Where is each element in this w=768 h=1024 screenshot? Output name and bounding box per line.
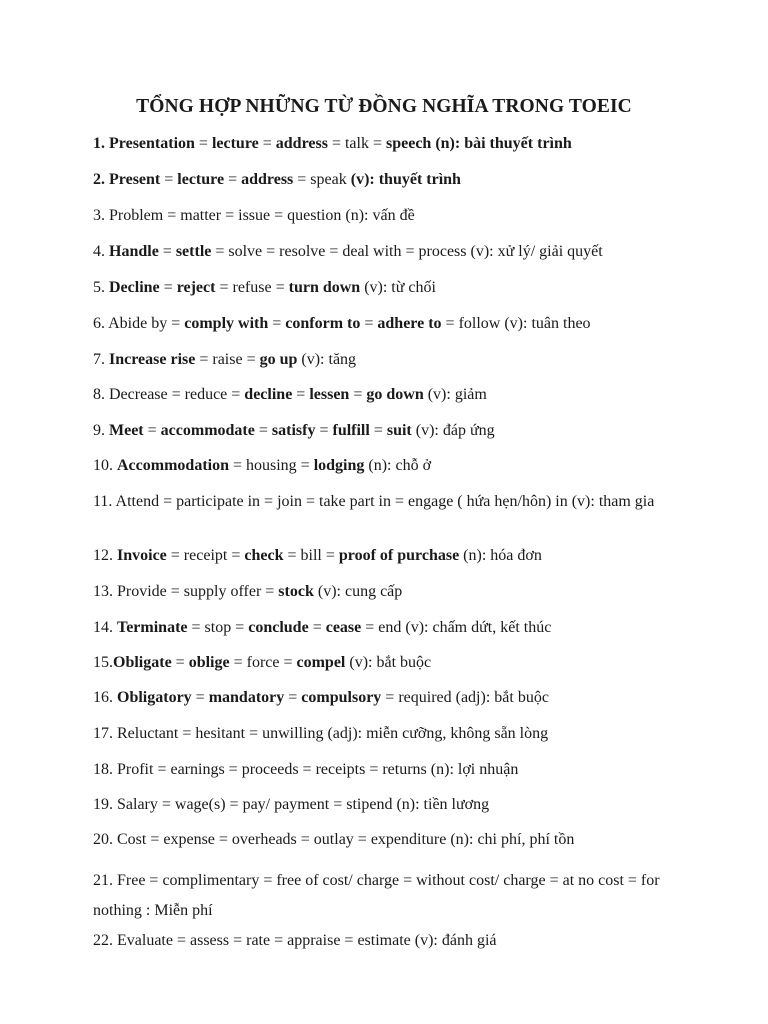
entry-text: (v): tăng: [297, 351, 357, 368]
synonym-entry: [93, 830, 753, 850]
synonym-entry: [93, 688, 753, 708]
entry-text: = end (v): chấm dứt, kết thúc: [361, 619, 552, 636]
bold-term: satisfy: [271, 422, 316, 439]
entry-text: 5.: [93, 279, 109, 296]
bold-term: compulsory: [301, 689, 382, 706]
bold-term: Increase rise: [109, 351, 196, 368]
bold-term: address: [241, 171, 294, 188]
synonym-entry: [93, 866, 673, 926]
bold-term: adhere to: [377, 315, 442, 332]
entry-text: =: [349, 386, 367, 403]
bold-term: Handle: [109, 243, 159, 260]
bold-term: 1. Presentation: [93, 135, 195, 152]
bold-term: conform to: [285, 315, 361, 332]
synonym-entry: [93, 582, 753, 602]
bold-term: conclude: [248, 619, 309, 636]
bold-term: cease: [325, 619, 362, 636]
entry-text: 3. Problem = matter = issue = question (n): vấn đề: [93, 207, 415, 224]
entry-text: = follow (v): tuân theo: [441, 315, 591, 332]
entry-text: 4.: [93, 243, 109, 260]
bold-term: lodging: [313, 457, 365, 474]
entry-text: =: [315, 422, 333, 439]
bold-term: Invoice: [117, 547, 167, 564]
bold-term: stock: [278, 583, 314, 600]
bold-term: settle: [175, 243, 212, 260]
entry-text: 12.: [93, 547, 117, 564]
bold-term: Accommodation: [117, 457, 229, 474]
entry-text: =: [191, 689, 209, 706]
entry-text: 18. Profit = earnings = proceeds = receipts = returns (n): lợi nhuận: [93, 761, 519, 778]
bold-term: check: [244, 547, 284, 564]
synonym-entry: [93, 760, 753, 780]
synonym-entry: [93, 170, 753, 190]
synonym-entry: [93, 653, 753, 673]
bold-term: lecture: [177, 171, 225, 188]
entry-text: 13. Provide = supply offer =: [93, 583, 279, 600]
entry-text: =: [224, 171, 242, 188]
synonym-entry: [93, 385, 753, 405]
entry-text: 8. Decrease = reduce =: [93, 386, 245, 403]
synonym-entry: [93, 350, 753, 370]
bold-term: lecture: [211, 135, 259, 152]
entry-text: =: [143, 422, 161, 439]
synonym-entry: [93, 492, 700, 512]
entry-text: = force =: [229, 654, 297, 671]
synonym-entry: [93, 456, 753, 476]
synonym-entry: [93, 278, 753, 298]
entry-text: =: [308, 619, 326, 636]
entry-text: 14.: [93, 619, 117, 636]
synonym-entry: [93, 314, 753, 334]
bold-term: (v): thuyết trình: [350, 171, 461, 188]
synonym-entry: [93, 724, 753, 744]
bold-term: accommodate: [160, 422, 255, 439]
entry-text: 19. Salary = wage(s) = pay/ payment = stipend (n): tiền lương: [93, 796, 490, 813]
bold-term: comply with: [184, 315, 269, 332]
entry-text: (n): chỗ ở: [364, 457, 432, 474]
bold-term: compel: [296, 654, 346, 671]
entry-text: =: [292, 386, 310, 403]
entry-text: (v): bắt buộc: [345, 654, 432, 671]
entry-text: = housing =: [228, 457, 314, 474]
entry-text: (n): hóa đơn: [459, 547, 542, 564]
entry-text: =: [258, 135, 276, 152]
bold-term: Obligatory: [117, 689, 192, 706]
entry-text: =: [284, 689, 302, 706]
bold-term: decline: [244, 386, 293, 403]
entry-text: =: [369, 422, 387, 439]
bold-term: Obligate: [113, 654, 172, 671]
synonym-entry: [93, 242, 753, 262]
entry-text: = stop =: [187, 619, 249, 636]
bold-term: Meet: [109, 422, 144, 439]
entry-text: 16.: [93, 689, 117, 706]
entry-text: 21. Free = complimentary = free of cost/ charge = without cost/ charge = at no cost = for nothing : Miễn phí: [93, 872, 660, 919]
entry-text: 11. Attend = participate in = join = take part in = engage ( hứa hẹn/hôn) in (v): tham gia: [93, 493, 655, 510]
entry-text: =: [254, 422, 272, 439]
entry-text: = talk =: [327, 135, 386, 152]
synonym-entry: [93, 931, 753, 951]
bold-term: lessen: [309, 386, 350, 403]
entry-text: 22. Evaluate = assess = rate = appraise = estimate (v): đánh giá: [93, 932, 497, 949]
synonym-entry: [93, 618, 753, 638]
entry-text: =: [159, 279, 177, 296]
entry-text: =: [360, 315, 378, 332]
bold-term: go up: [259, 351, 298, 368]
entry-text: =: [268, 315, 286, 332]
entry-text: (v): cung cấp: [313, 583, 403, 600]
entry-text: 17. Reluctant = hesitant = unwilling (adj): miễn cưỡng, không sẵn lòng: [93, 725, 549, 742]
entry-text: (v): đáp ứng: [411, 422, 495, 439]
entry-text: = required (adj): bắt buộc: [381, 689, 549, 706]
entry-text: 9.: [93, 422, 109, 439]
entry-text: = refuse =: [215, 279, 289, 296]
entry-text: =: [171, 654, 189, 671]
entry-text: =: [194, 135, 212, 152]
bold-term: reject: [176, 279, 216, 296]
page-title: TỔNG HỢP NHỮNG TỪ ĐỒNG NGHĨA TRONG TOEIC: [136, 96, 632, 117]
bold-term: turn down: [288, 279, 361, 296]
entry-text: = receipt =: [166, 547, 245, 564]
entry-text: = speak: [293, 171, 351, 188]
entry-text: 15.: [93, 654, 113, 671]
entry-text: (v): giảm: [423, 386, 487, 403]
bold-term: go down: [366, 386, 424, 403]
entry-text: 7.: [93, 351, 109, 368]
bold-term: speech (n): bài thuyết trình: [386, 135, 572, 152]
entry-text: = bill =: [283, 547, 339, 564]
entry-text: 20. Cost = expense = overheads = outlay = expenditure (n): chi phí, phí tồn: [93, 831, 575, 848]
bold-term: Decline: [109, 279, 160, 296]
entry-text: 10.: [93, 457, 117, 474]
bold-term: oblige: [188, 654, 230, 671]
bold-term: Terminate: [117, 619, 188, 636]
synonym-entry: [93, 421, 753, 441]
synonym-entry: [93, 134, 753, 154]
bold-term: suit: [386, 422, 412, 439]
bold-term: mandatory: [208, 689, 285, 706]
bold-term: address: [275, 135, 328, 152]
synonym-entry: [93, 546, 753, 566]
entry-text: = raise =: [195, 351, 260, 368]
synonym-entry: [93, 795, 753, 815]
entry-text: 6. Abide by =: [93, 315, 185, 332]
bold-term: proof of purchase: [338, 547, 460, 564]
entry-text: =: [160, 171, 178, 188]
entry-text: =: [158, 243, 176, 260]
synonym-entry: [93, 206, 753, 226]
entry-text: (v): từ chối: [360, 279, 436, 296]
bold-term: 2. Present: [93, 171, 161, 188]
bold-term: fulfill: [332, 422, 370, 439]
entry-text: = solve = resolve = deal with = process (v): xử lý/ giải quyết: [211, 243, 603, 260]
